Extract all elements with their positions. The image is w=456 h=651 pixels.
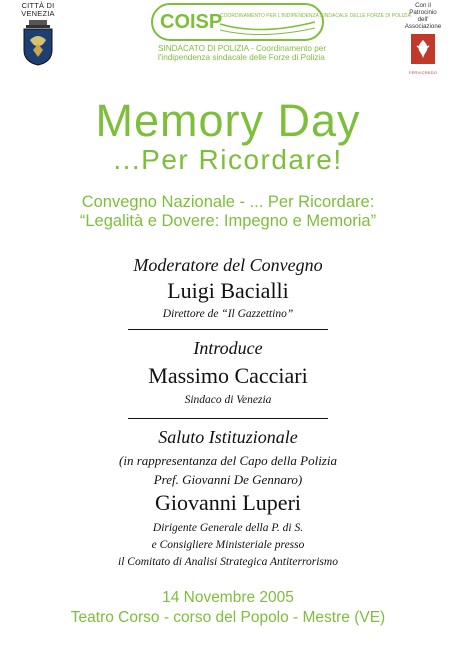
patronage-block [398,2,448,75]
intro-role: Sindaco di Venezia [184,394,272,406]
patronage-line-4: Associazione [404,23,442,30]
greeting-note-1: (in rappresentanza del Capo della Polizia [119,453,337,468]
coisp-logo-text: COISP [160,11,223,33]
greeting-role-1: Dirigente Generale della P. di S. [152,522,304,534]
event-title: Memory Day [95,95,361,146]
city-crest-icon [21,20,55,66]
intro-name: Massimo Cacciari [148,363,308,388]
event-date: 14 Novembre 2005 [162,589,294,606]
greeting-heading: Saluto Istituzionale [158,427,298,447]
moderator-heading: Moderatore del Convegno [133,255,323,275]
org-line-2: l'indipendenza sindacale delle Forze di Polizia [158,53,325,62]
divider [128,329,328,330]
city-name: CITTÀ DI VENEZIA [21,1,55,18]
event-venue: Teatro Corso - corso del Popolo - Mestre (VE) [70,609,386,626]
intro-heading: Introduce [193,338,263,358]
convegno-line-1: Convegno Nazionale - ... Per Ricordare: [81,193,375,211]
coisp-logo [150,2,411,42]
greeting-role-3: il Comitato di Analisi Strategica Antiterrorismo [118,556,338,568]
association-logo-icon [411,34,435,64]
convegno-line-2: “Legalità e Dovere: Impegno e Memoria” [79,212,377,230]
moderator-role: Direttore de “Il Gazzettino” [162,308,294,320]
greeting-note-2: Pref. Giovanni De Gennaro) [153,472,303,487]
divider [128,418,328,419]
coisp-ring-text: COORDINAMENTO PER L'INDIPENDENZA SINDACALE DELLE FORZE DI POLIZIA [220,13,411,19]
moderator-name: Luigi Bacialli [167,278,289,303]
patronage-line-2: Patrocinio [409,9,437,16]
city-crest-block [14,2,62,71]
event-subtitle: ...Per Ricordare! [113,144,343,175]
org-line-1: SINDACATO DI POLIZIA - Coordinamento per [158,44,327,53]
greeting-name: Giovanni Luperi [154,490,302,515]
patronage-line-3: dell' [417,16,429,23]
association-logo-text: FERVICREDO [408,70,438,75]
greeting-role-2: e Consigliere Ministeriale presso [151,539,305,551]
patronage-line-1: Con il [415,2,431,9]
